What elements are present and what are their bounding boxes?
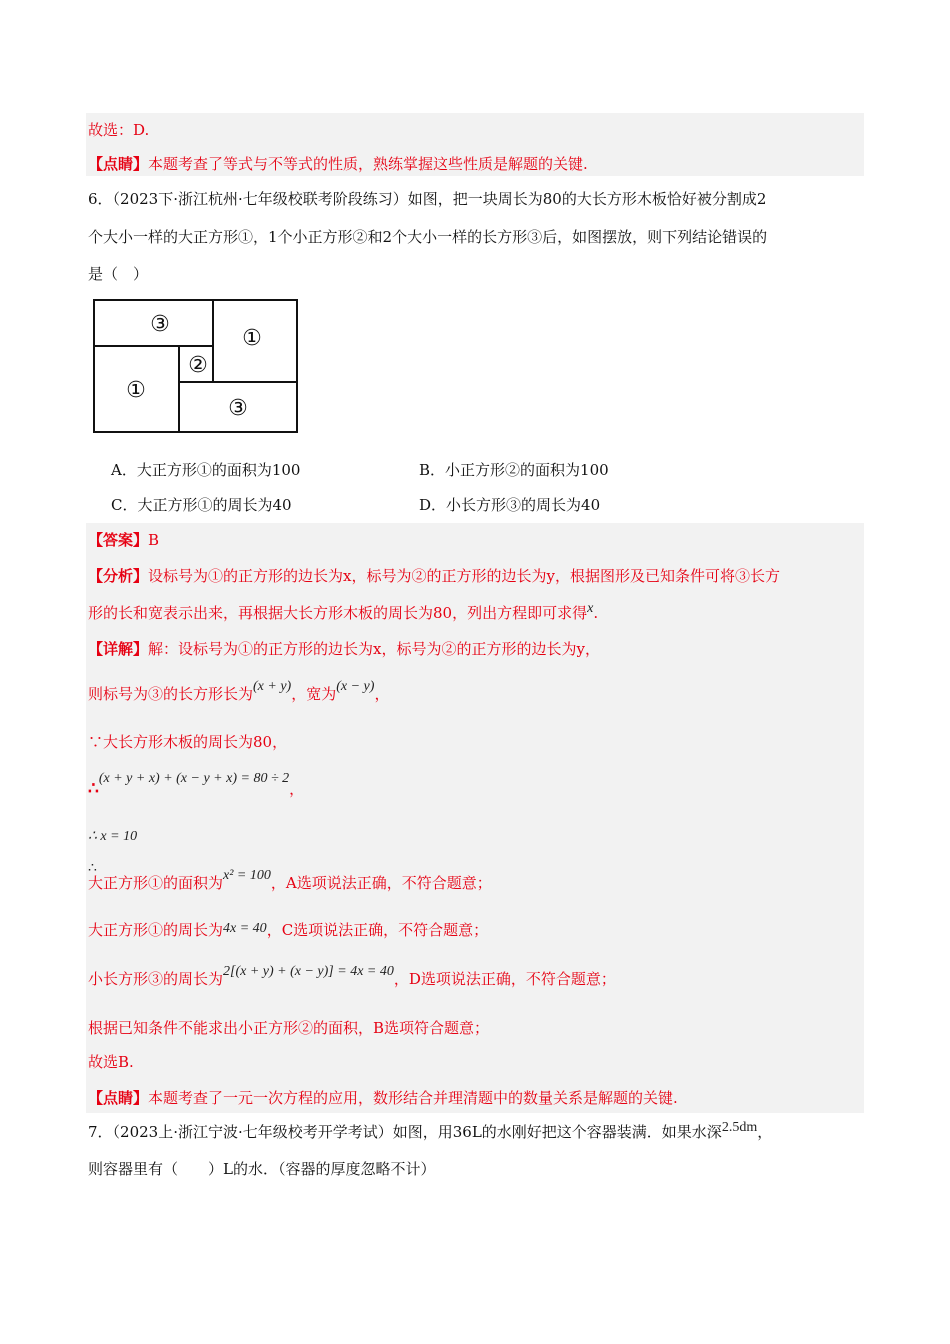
detail-text-2c: ， (374, 685, 390, 703)
detail-line-6 (88, 861, 492, 893)
detail-text-2b: ，宽为 (291, 685, 337, 703)
label-square-2: ② (188, 353, 208, 378)
comma-1: ， (289, 780, 305, 798)
detail-text-7a: 大正方形①的周长为 (88, 921, 224, 939)
detail-line-8 (88, 964, 616, 989)
detail-line-4 (88, 771, 305, 799)
detail-text-7b: ，C选项说法正确，不符合题意； (266, 921, 489, 939)
analysis-period: . (593, 604, 599, 622)
detail-line-1 (88, 638, 600, 659)
comment-text-2: 本题考查了一元一次方程的应用，数形结合并理清题中的数量关系是解题的关键. (148, 1089, 678, 1107)
detail-line-9: 根据已知条件不能求出小正方形②的面积，B选项符合题意； (88, 1019, 490, 1037)
option-b: B．小正方形②的面积为100 (419, 461, 609, 479)
analysis-text-2: 形的长和宽表示出来，再根据大长方形木板的周长为80，列出方程即可求得 (88, 604, 588, 622)
therefore-symbol-2: ∴ (88, 861, 97, 876)
expr-perimeter-square: 4x = 40 (223, 921, 267, 936)
detail-text-6a: 大正方形①的面积为 (88, 874, 224, 892)
q7-line-1 (88, 1121, 772, 1142)
q6-line-2: 个大小一样的大正方形①，1个小正方形②和2个大小一样的长方形③后，如图摆放，则下列结论错误的 (88, 228, 768, 246)
q7-line-2: 则容器里有（ ）L的水．（容器的厚度忽略不计） (88, 1160, 436, 1178)
detail-line-3: ∵大长方形木板的周长为80， (88, 733, 288, 751)
detail-text-8a: 小长方形③的周长为 (88, 970, 224, 988)
answer-tag: 【答案】 (88, 531, 149, 549)
option-a: A．大正方形①的面积为100 (111, 461, 301, 479)
choose-d-text: 故选：D. (88, 121, 150, 139)
detail-line-7 (88, 919, 488, 940)
expr-perimeter-rect: 2[(x + y) + (x − y)] = 4x = 40 (223, 964, 394, 979)
analysis-variable-x: x (587, 601, 594, 616)
equation-x-value: ∴ x = 10 (88, 829, 138, 844)
analysis-line-2 (88, 602, 598, 623)
top-comment-line (88, 153, 588, 174)
analysis-line-1 (88, 565, 780, 586)
detail-tag: 【详解】 (88, 640, 149, 658)
detail-line-2 (88, 679, 390, 704)
expr-width: (x − y) (336, 679, 375, 694)
answer-value: B (148, 531, 160, 549)
q6-line-3: 是（ ） (88, 265, 149, 283)
comment-tag: 【点睛】 (88, 155, 149, 173)
analysis-text-1: 设标号为①的正方形的边长为x，标号为②的正方形的边长为y，根据图形及已知条件可将③长方 (148, 567, 780, 585)
label-rect-3-bottom: ③ (228, 396, 248, 421)
equation-perimeter: (x + y + x) + (x − y + x) = 80 ÷ 2 (98, 771, 290, 786)
answer-line (88, 529, 159, 550)
detail-line-5 (88, 826, 137, 845)
comment-text: 本题考查了等式与不等式的性质，熟练掌握这些性质是解题的关键. (148, 155, 588, 173)
solution-comment-line (88, 1087, 678, 1108)
q6-line-1: 6．（2023下·浙江杭州·七年级校联考阶段练习）如图，把一块周长为80的大长方形木板恰好被分割成2 (88, 190, 767, 208)
label-square-1-left: ① (126, 378, 146, 403)
rectangle-division-figure (92, 298, 302, 436)
q7-text-1: 7．（2023上·浙江宁波·七年级校考开学考试）如图，用36L的水刚好把这个容器装满．如果水深 (88, 1123, 722, 1141)
detail-text-1: 解：设标号为①的正方形的边长为x，标号为②的正方形的边长为y， (148, 640, 600, 658)
label-square-1-right: ① (242, 326, 262, 351)
choose-d-line (88, 119, 149, 140)
therefore-symbol: ∴ (88, 779, 99, 799)
detail-text-8b: ，D选项说法正确，不符合题意； (393, 970, 616, 988)
expr-area: x² = 100 (223, 868, 271, 883)
option-d: D．小长方形③的周长为40 (419, 496, 601, 514)
expr-length: (x + y) (253, 679, 292, 694)
detail-line-10: 故选B. (88, 1053, 134, 1071)
analysis-tag: 【分析】 (88, 567, 149, 585)
option-c: C．大正方形①的周长为40 (111, 496, 292, 514)
label-rect-3-top: ③ (150, 312, 170, 337)
detail-text-2a: 则标号为③的长方形长为 (88, 685, 254, 703)
detail-text-6b: ，A选项说法正确，不符合题意； (270, 874, 492, 892)
comment-tag-2: 【点睛】 (88, 1089, 149, 1107)
q7-depth-expr: 2.5dm (721, 1120, 758, 1135)
q7-text-1-end: ， (757, 1123, 773, 1141)
